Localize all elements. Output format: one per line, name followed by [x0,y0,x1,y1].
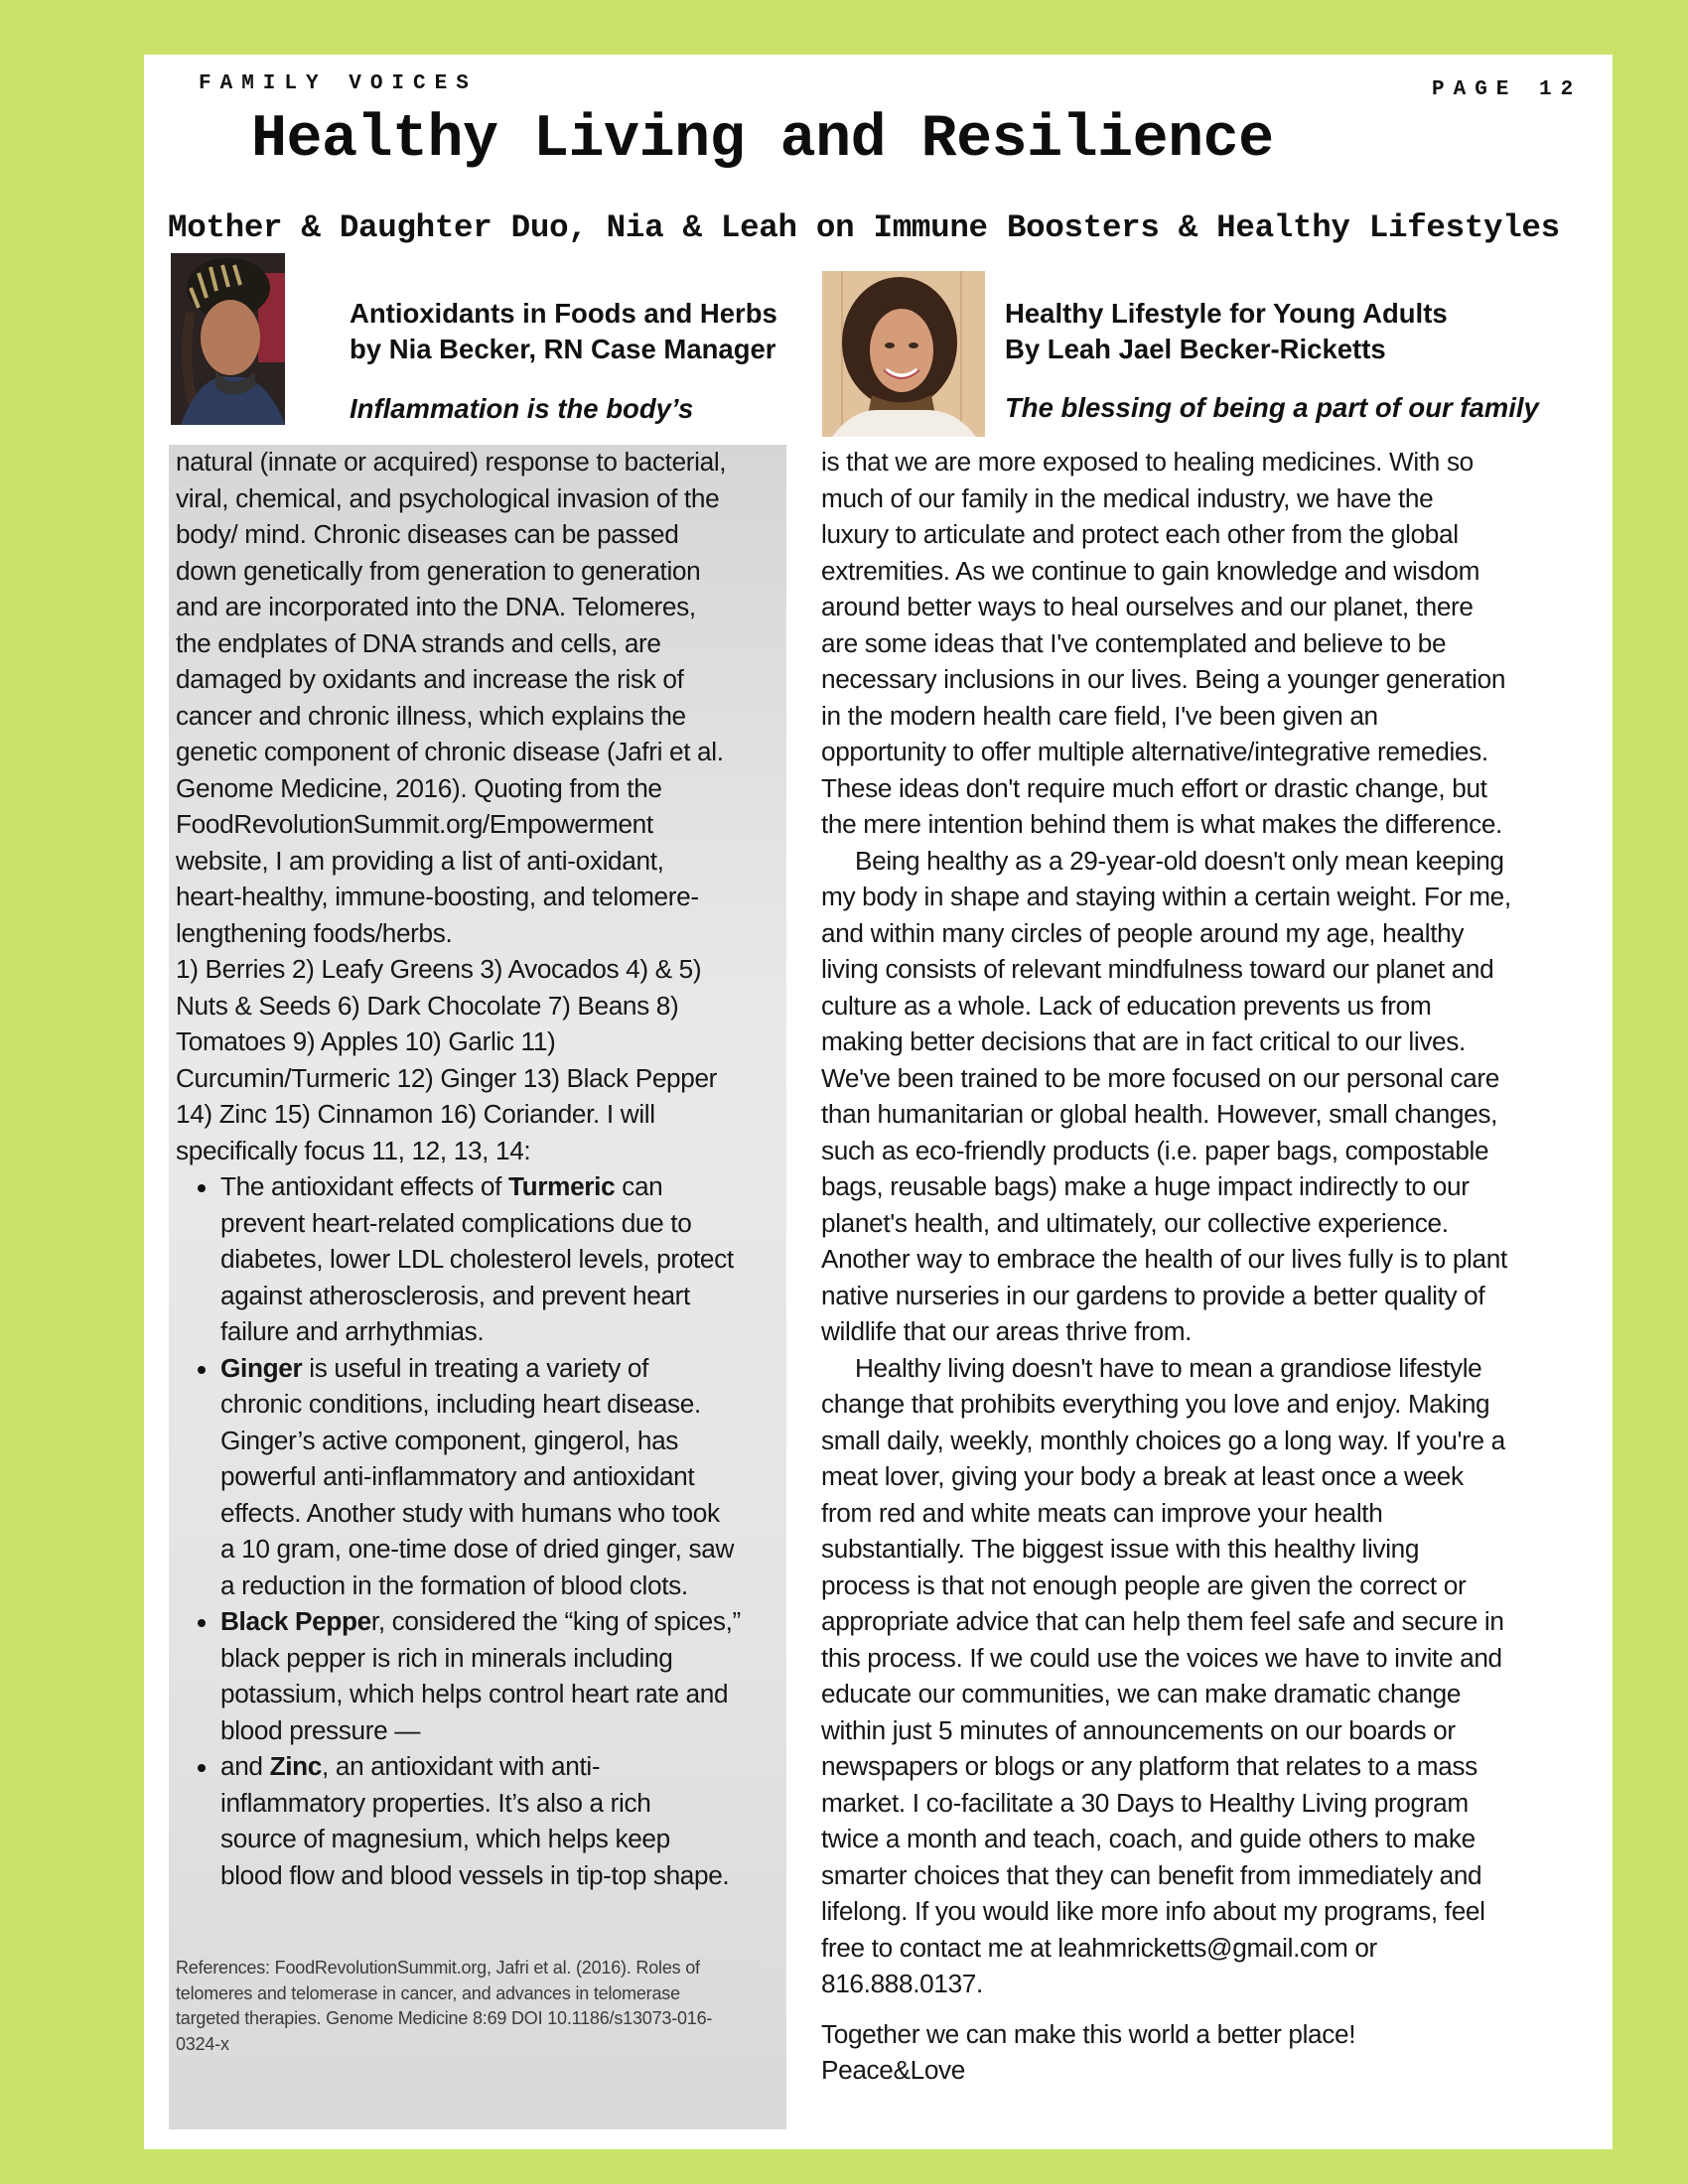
text-run: specifically focus 11, 12, 13, 14: [176,1135,531,1165]
right-article-title: Healthy Lifestyle for Young Adults [1005,298,1448,329]
body-line: than humanitarian or global health. However, small changes, [821,1099,1498,1129]
text-run: the endplates of DNA strands and cells, are [176,627,661,658]
bold-term: Turmeric [507,1171,616,1201]
text-run: black pepper is rich in minerals including [220,1642,673,1673]
text-run: website, I am providing a list of anti-oxidant, [176,845,664,876]
text-run: heart-healthy, immune-boosting, and telomere- [176,882,699,911]
portrait-icon [171,253,285,425]
text-run: blood pressure — [220,1714,421,1745]
body-line [176,734,724,770]
right-article-byline: By Leah Jael Becker-Ricketts [1005,334,1386,364]
right-article-heading [1005,296,1448,367]
body-line: change that prohibits everything you love and enjoy. Making [821,1389,1490,1419]
text-run: viral, chemical, and psychological invasion of the [176,482,720,513]
bullet-line [220,1313,484,1350]
body-line: substantially. The biggest issue with this healthy living [821,1534,1420,1564]
text-run: Nuts & Seeds 6) Dark Chocolate 7) Beans 8) [176,990,679,1021]
text-run: damaged by oxidants and increase the risk of [176,664,684,694]
author-photo-leah [822,271,985,437]
body-line: educate our communities, we can make dramatic change [821,1679,1462,1708]
body-line [176,698,686,735]
bullet-line [220,1168,662,1205]
body-line [176,1060,717,1097]
body-line: 816.888.0137. [821,1969,983,1998]
closing-line: Together we can make this world a better place! [821,2018,1356,2049]
bullet-line [220,1568,688,1604]
text-run: can [615,1171,663,1201]
text-run: 14) Zinc 15) Cinnamon 16) Coriander. I will [176,1099,655,1129]
bullet-line [220,1241,734,1278]
bullet-icon [198,1619,206,1627]
body-line: the mere intention behind them is what makes the difference. [821,809,1502,839]
newsletter-page [144,55,1613,2149]
text-run: against atherosclerosis, and prevent heart [220,1280,690,1310]
text-run: a reduction in the formation of blood clots. [220,1570,688,1600]
body-line [176,770,662,807]
body-line: process is that not enough people are given the correct or [821,1570,1467,1600]
body-line: is that we are more exposed to healing medicines. With so [821,447,1474,477]
page-title: Healthy Living and Resilience [251,106,1274,174]
body-line: planet's health, and ultimately, our collective experience. [821,1207,1449,1238]
text-run: failure and arrhythmias. [220,1316,485,1346]
body-line [176,1133,530,1169]
text-run: 1) Berries 2) Leafy Greens 3) Avocados 4) & 5) [176,954,702,984]
body-line: lifelong. If you would like more info about my programs, feel [821,1896,1485,1926]
text-run: Genome Medicine, 2016). Quoting from the [176,772,662,803]
body-line: and within many circles of people around my age, healthy [821,917,1465,948]
references [176,1956,781,2057]
body-line: extremities. As we continue to gain knowledge and wisdom [821,555,1480,586]
bullet-icon [198,1764,206,1772]
body-line: are some ideas that I've contemplated and believe to be [821,627,1447,658]
body-line: Healthy living doesn't have to mean a grandiose lifestyle [855,1352,1482,1383]
body-line: luxury to articulate and protect each other from the global [821,519,1459,549]
bullet-line [220,1748,600,1785]
body-line: from red and white meats can improve your health [821,1497,1383,1528]
reference-line: 0324-x [176,2033,229,2054]
text-run: natural (innate or acquired) response to bacterial, [176,447,727,477]
text-run: effects. Another study with humans who took [220,1497,720,1528]
bullet-line [220,1712,420,1749]
body-line: around better ways to heal ourselves and our planet, there [821,592,1474,621]
text-run: a 10 gram, one-time dose of dried ginger, saw [220,1534,735,1564]
left-article-byline: by Nia Becker, RN Case Manager [350,334,776,364]
text-run: cancer and chronic illness, which explains the [176,700,686,731]
bold-term: Ginger [220,1352,303,1383]
bullet-line [220,1495,720,1532]
text-run: lengthening foods/herbs. [176,917,453,948]
page-number: PAGE 12 [1432,78,1583,101]
body-line [176,516,678,553]
body-line: opportunity to offer multiple alternative/integrative remedies. [821,737,1488,766]
body-line: small daily, weekly, monthly choices go a long way. If you're a [821,1425,1505,1455]
bullet-line [220,1785,650,1822]
bullet-icon [198,1366,206,1374]
body-line: meat lover, giving your body a break at least once a week [821,1461,1464,1491]
bullet-line [220,1640,672,1677]
bullet-line [220,1458,694,1495]
body-line: We've been trained to be more focused on our personal care [821,1062,1499,1093]
text-run: , an antioxidant with anti- [322,1751,601,1781]
text-run: diabetes, lower LDL cholesterol levels, protect [220,1244,734,1274]
text-run: potassium, which helps control heart rate and [220,1679,729,1708]
text-run: down genetically from generation to generation [176,555,701,586]
signoff-line: Peace&Love [821,2055,966,2085]
body-line: twice a month and teach, coach, and guide others to make [821,1824,1476,1853]
body-line: making better decisions that are in fact critical to our lives. [821,1026,1466,1056]
body-line [176,1096,655,1133]
body-line: Being healthy as a 29-year-old doesn't only mean keeping [855,845,1504,876]
page-subtitle: Mother & Daughter Duo, Nia & Leah on Immune Boosters & Healthy Lifestyles [168,209,1560,246]
body-line [176,444,726,480]
body-line: my body in shape and staying within a certain weight. For me, [821,882,1511,911]
text-run: Curcumin/Turmeric 12) Ginger 13) Black Pepper [176,1062,718,1093]
body-line [176,843,664,880]
text-run: chronic conditions, including heart disease. [220,1389,701,1419]
left-article-title: Antioxidants in Foods and Herbs [350,298,777,329]
body-line: living consists of relevant mindfulness toward our planet and [821,954,1494,984]
author-photo-nia [171,253,285,425]
left-article-heading [350,296,777,367]
body-line: bags, reusable bags) make a huge impact indirectly to our [821,1171,1470,1201]
body-line: market. I co-facilitate a 30 Days to Healthy Living program [821,1787,1469,1818]
text-run: body/ mind. Chronic diseases can be passed [176,519,679,549]
text-run: prevent heart-related complications due to [220,1207,692,1238]
bold-term: Black Peppe [220,1606,371,1636]
bullet-line [220,1350,648,1387]
body-line [176,480,719,517]
reference-line: telomeres and telomerase in cancer, and advances in telomerase [176,1982,680,2003]
text-run: FoodRevolutionSummit.org/Empowerment [176,809,653,839]
bullet-line [220,1676,728,1712]
text-run: and [220,1751,270,1781]
bold-term: Zinc [269,1751,323,1781]
text-run: source of magnesium, which helps keep [220,1824,670,1853]
reference-line: References: FoodRevolutionSummit.org, Jafri et al. (2016). Roles of [176,1958,700,1978]
text-run: is useful in treating a variety of [302,1352,649,1383]
body-line [176,625,661,662]
body-line: Another way to embrace the health of our lives fully is to plant [821,1244,1507,1274]
bullet-line [220,1531,734,1568]
body-line: appropriate advice that can help them feel safe and secure in [821,1606,1504,1636]
body-line: These ideas don't require much effort or drastic change, but [821,772,1487,803]
body-line: newspapers or blogs or any platform that relates to a mass [821,1751,1477,1781]
body-line: native nurseries in our gardens to provide a better quality of [821,1280,1485,1310]
text-run: r, considered the “king of spices,” [370,1606,741,1636]
right-article-lead: The blessing of being a part of our family [1005,392,1539,423]
portrait-icon [822,271,985,437]
text-run: genetic component of chronic disease (Jafri et al. [176,737,724,766]
text-run: inflammatory properties. It’s also a rich [220,1787,651,1818]
left-article-lead: Inflammation is the body’s [350,393,694,424]
bullet-line [220,1386,701,1423]
text-run: The antioxidant effects of [220,1171,508,1201]
body-line [176,589,696,625]
body-line [176,553,700,590]
body-line: wildlife that our areas thrive from. [821,1316,1193,1346]
text-run: powerful anti-inflammatory and antioxidant [220,1461,695,1491]
body-line: free to contact me at leahmricketts@gmail.com or [821,1932,1377,1963]
bullet-line [220,1423,678,1459]
body-line [176,661,684,698]
body-line: necessary inclusions in our lives. Being a younger generation [821,664,1506,694]
body-line: much of our family in the medical industry, we have the [821,482,1434,513]
body-line: this process. If we could use the voices we have to invite and [821,1642,1502,1673]
text-run: blood flow and blood vessels in tip-top shape. [220,1859,730,1890]
text-run: and are incorporated into the DNA. Telomeres, [176,592,696,621]
bullet-line [220,1603,741,1640]
body-line: in the modern health care field, I've been given an [821,700,1378,731]
body-line: within just 5 minutes of announcements on our boards or [821,1714,1456,1745]
body-line [176,988,678,1024]
bullet-line [220,1278,690,1314]
text-run: Tomatoes 9) Apples 10) Garlic 11) [176,1026,556,1056]
bullet-line [220,1821,670,1857]
body-line [176,951,701,988]
bullet-line [220,1857,729,1894]
body-line: smarter choices that they can benefit from immediately and [821,1859,1482,1890]
section-label: FAMILY VOICES [199,72,478,95]
body-line [176,1024,555,1060]
body-line: culture as a whole. Lack of education prevents us from [821,990,1432,1021]
bullet-icon [198,1184,206,1192]
text-run: Ginger’s active component, gingerol, has [220,1425,679,1455]
body-line: such as eco-friendly products (i.e. paper bags, compostable [821,1135,1489,1165]
body-line [176,806,653,843]
body-line [176,879,699,915]
bullet-line [220,1205,691,1242]
body-line [176,915,452,952]
reference-line: targeted therapies. Genome Medicine 8:69 DOI 10.1186/s13073-016- [176,2008,713,2028]
